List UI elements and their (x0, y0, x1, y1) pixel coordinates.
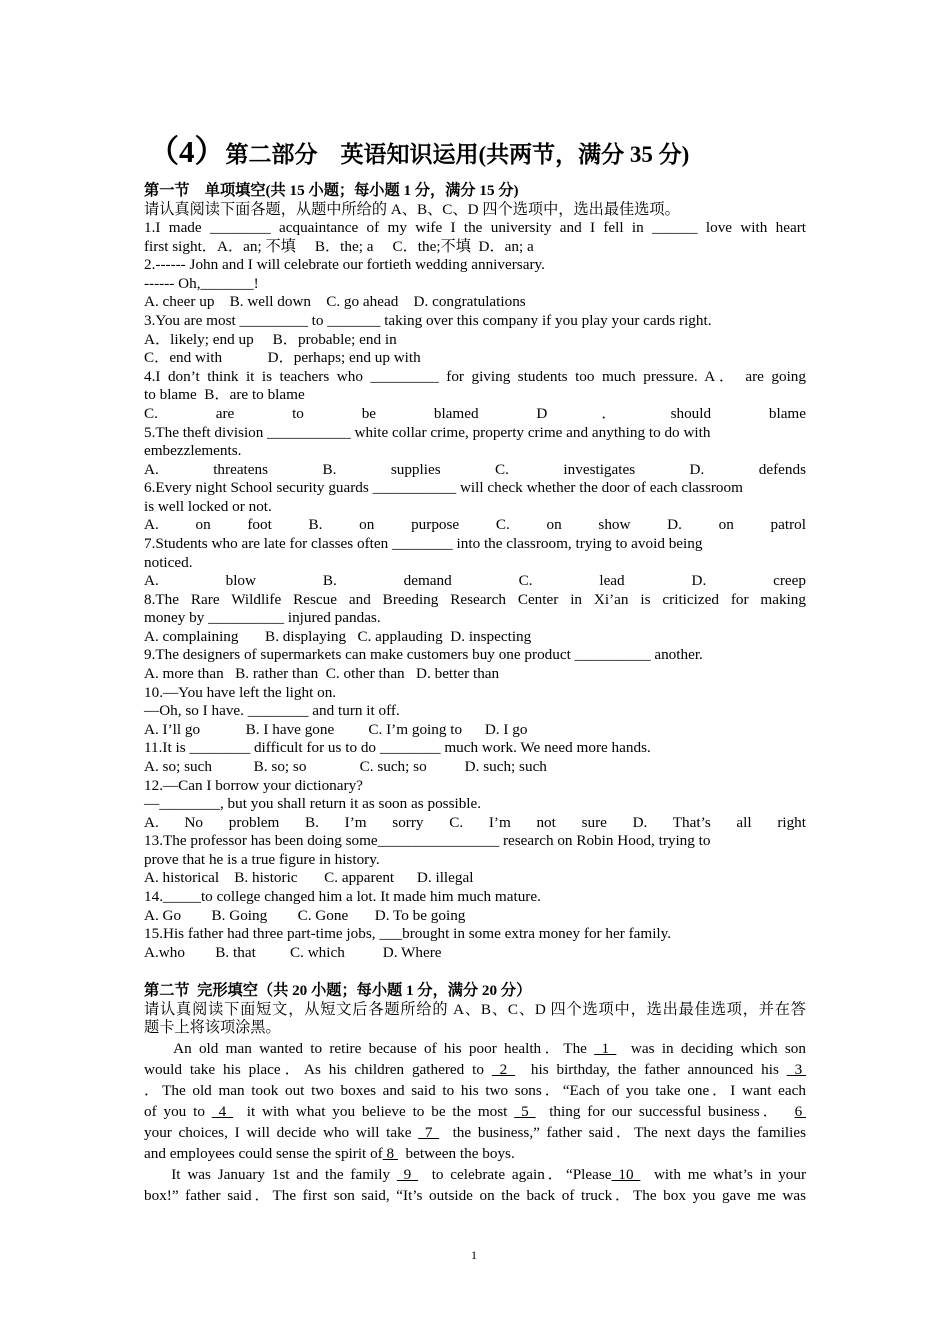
title-text: 第二部分 英语知识运用(共两节，满分 35 分) (225, 142, 690, 167)
section2-instructions-line: 请认真阅读下面短文，从短文后各题所给的 A、B、C、D 四个选项中，选出最佳选项，并在答 (144, 1000, 806, 1018)
passage-text: was in deciding which son (616, 1039, 806, 1057)
question-line: 11.It is ________ difficult for us to do ________ much work. We need more hands. (144, 739, 651, 757)
cloze-blank: 6 (794, 1102, 807, 1120)
section-single-choice (144, 182, 806, 962)
title-number: （4） (148, 134, 226, 169)
passage-text: the business,” father said．The next days the families (439, 1123, 807, 1141)
section2-heading: 第二节 完形填空（共 20 小题；每小题 1 分，满分 20 分） (144, 982, 532, 999)
question-line: 6.Every night School security guards ___________ will check whether the door of each classroom (144, 479, 743, 497)
question-line: 9.The designers of supermarkets can make customers buy one product __________ another. (144, 646, 703, 664)
page-title (148, 126, 689, 171)
passage-text: ．The old man took out two boxes and said to his two sons．“Each of you take one．I want each (144, 1081, 806, 1099)
question-line: 7.Students who are late for classes often ________ into the classroom, trying to avoid being (144, 534, 703, 552)
question-line: ------ Oh,_______! (144, 274, 259, 292)
question-line: —________, but you shall return it as soon as possible. (144, 795, 482, 813)
question-line: 8.The Rare Wildlife Rescue and Breeding Research Center in Xi’an is criticized for making (144, 590, 806, 608)
passage-text: would take his place．As his children gathered to (144, 1060, 492, 1078)
question-line: embezzlements. (144, 442, 242, 460)
passage-text: your choices, I will decide who will take (144, 1123, 419, 1141)
cloze-blank: 1 (594, 1039, 617, 1057)
cloze-blank: 4 (211, 1102, 234, 1120)
question-line: A. Go B. Going C. Gone D. To be going (144, 906, 466, 924)
passage-text: An old man wanted to retire because of his poor health．The (144, 1039, 595, 1057)
passage-line (144, 1143, 806, 1164)
passage-line (144, 1101, 806, 1122)
question-line: A. so; such B. so; so C. such; so D. such; such (144, 757, 547, 775)
question-line: A．likely; end up B．probable; end in (144, 330, 397, 348)
question-line: 12.—Can I borrow your dictionary? (144, 776, 363, 794)
question-list (144, 219, 806, 962)
page-number: 1 (471, 1248, 477, 1262)
question-line: C. are to be blamed D．should blame (144, 404, 806, 422)
question-line: A. complaining B. displaying C. applauding D. inspecting (144, 627, 532, 645)
question-line: 15.His father had three part-time jobs, ___brought in some extra money for her family. (144, 925, 672, 943)
cloze-blank: 9 (396, 1166, 419, 1184)
passage-text: to celebrate again．“Please (418, 1166, 612, 1184)
question-line: noticed. (144, 553, 193, 571)
section-cloze (144, 982, 806, 1206)
question-line: money by __________ injured pandas. (144, 609, 381, 627)
question-line: A. historical B. historic C. apparent D. illegal (144, 869, 474, 887)
question-line: A. No problem B. I’m sorry C. I’m not sure D. That’s all right (144, 813, 806, 831)
question-line: A. I’ll go B. I have gone C. I’m going to D. I go (144, 720, 528, 738)
passage-line (144, 1059, 806, 1080)
cloze-blank: 8 (382, 1144, 398, 1162)
cloze-blank: 10 (611, 1166, 641, 1184)
question-line: first sight．A．an; 不填 B．the; a C．the;不填 D．an; a (144, 237, 534, 255)
cloze-blank: 3 (786, 1060, 807, 1078)
cloze-blank: 7 (418, 1123, 440, 1141)
question-line: 1.I made ________ acquaintance of my wife I the university and I fell in ______ love with heart (144, 219, 806, 237)
passage-line (144, 1038, 806, 1059)
passage-line (144, 1185, 806, 1206)
passage-line (144, 1164, 806, 1185)
section1-heading: 第一节 单项填空(共 15 小题；每小题 1 分，满分 15 分) (144, 182, 519, 199)
question-line: 2.------ John and I will celebrate our fortieth wedding anniversary. (144, 256, 545, 274)
question-line: 14._____to college changed him a lot. It made him much mature. (144, 887, 541, 905)
passage-text: and employees could sense the spirit of (144, 1144, 383, 1162)
question-line: A. on foot B. on purpose C. on show D. on patrol (144, 516, 806, 534)
question-line: 13.The professor has been doing some________________ research on Robin Hood, trying to (144, 832, 711, 850)
question-line: A. more than B. rather than C. other than D. better than (144, 665, 500, 683)
passage-text: with me what’s in your (640, 1166, 807, 1184)
passage-line (144, 1122, 806, 1143)
passage-text: It was January 1st and the family (144, 1166, 397, 1184)
cloze-blank: 5 (514, 1102, 536, 1120)
question-line: prove that he is a true figure in history. (144, 850, 380, 868)
passage-text: it with what you believe to be the most (233, 1102, 515, 1120)
passage-text: of you to (144, 1102, 212, 1120)
question-line: —Oh, so I have. ________ and turn it off. (144, 702, 400, 720)
passage-line (144, 1080, 806, 1101)
passage-text: his birthday, the father announced his (515, 1060, 787, 1078)
section2-instructions-line: 题卡上将该项涂黑。 (144, 1019, 281, 1036)
passage-text: thing for our successful business． (535, 1102, 795, 1120)
question-line: 5.The theft division ___________ white collar crime, property crime and anything to do with (144, 423, 711, 441)
question-line: A.who B. that C. which D. Where (144, 943, 442, 961)
question-line: A. threatens B. supplies C. investigates D. defends (144, 460, 806, 478)
question-line: A. blow B. demand C. lead D. creep (144, 572, 806, 590)
passage-text: between the boys. (397, 1144, 515, 1162)
question-line: is well locked or not. (144, 497, 272, 515)
question-line: C．end with D．perhaps; end up with (144, 349, 421, 367)
cloze-blank: 2 (491, 1060, 516, 1078)
cloze-passage (144, 1038, 806, 1207)
question-line: 10.—You have left the light on. (144, 683, 337, 701)
section1-instructions: 请认真阅读下面各题，从题中所给的 A、B、C、D 四个选项中，选出最佳选项。 (144, 200, 680, 218)
question-line: 4.I don’t think it is teachers who _________ for giving students too much pressure. A． are going (144, 367, 806, 385)
passage-text: box!” father said．The first son said, “It’s outside on the back of truck．The box you gave me was (144, 1187, 806, 1205)
question-line: 3.You are most _________ to _______ taking over this company if you play your cards right. (144, 312, 712, 330)
question-line: to blame B．are to blame (144, 386, 305, 404)
question-line: A. cheer up B. well down C. go ahead D. congratulations (144, 293, 526, 311)
